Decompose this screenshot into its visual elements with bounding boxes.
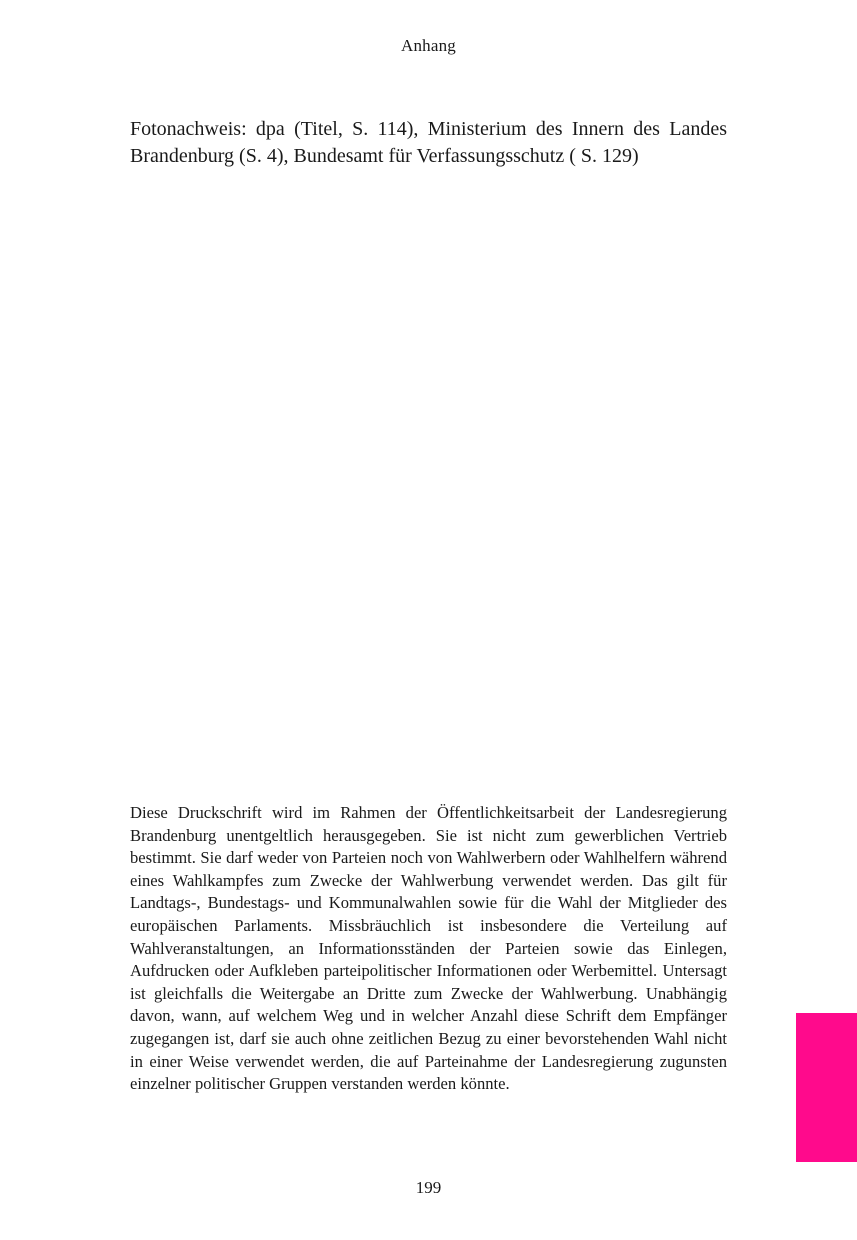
section-thumb-tab bbox=[796, 1013, 857, 1162]
running-head: Anhang bbox=[400, 36, 457, 55]
photo-credits: Fotonachweis: dpa (Titel, S. 114), Ministerium des Innern des Landes Brandenburg (S. 4), Bundesamt für Verfassungsschutz ( S. 129) bbox=[130, 118, 727, 167]
page-number: 199 bbox=[415, 1178, 442, 1197]
distribution-disclaimer: Diese Druckschrift wird im Rahmen der Öffentlichkeitsarbeit der Landesregierung Brandenburg unentgeltlich herausgegeben. Sie ist nicht zum gewerblichen Vertrieb bestimmt. Sie darf weder von Parteien noch von Wahlwerbern oder Wahlhelfern während eines Wahlkampfes zum Zwecke der Wahlwerbung verwendet werden. Das gilt für Landtags-, Bundestags- und Kommunalwahlen sowie für die Wahl der Mitglieder des europäischen Parlaments. Missbräuchlich ist insbesondere die Verteilung auf Wahlveranstaltungen, an Informationsständen der Parteien sowie das Einlegen, Aufdrucken oder Aufkleben parteipolitischer Informationen oder Werbemittel. Untersagt ist gleichfalls die Weitergabe an Dritte zum Zwecke der Wahlwerbung. Unabhängig davon, wann, auf welchem Weg und in welcher Anzahl diese Schrift dem Empfänger zugegangen ist, darf sie auch ohne zeitlichen Bezug zu einer bevorstehenden Wahl nicht in einer Weise verwendet werden, die auf Parteinahme der Landesregierung zugunsten einzelner politischer Gruppen verstanden werden könnte. bbox=[130, 803, 727, 1094]
